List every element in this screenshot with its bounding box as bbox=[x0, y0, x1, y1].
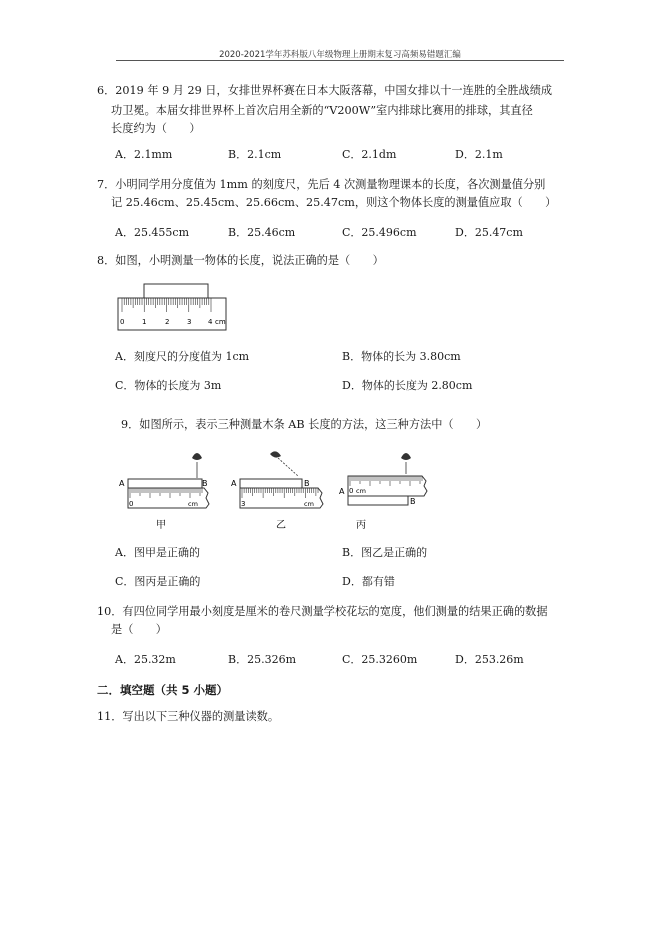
question-10-option-b: B．25.326m bbox=[228, 653, 297, 666]
ruler-unit: cm bbox=[215, 318, 226, 326]
question-10-option-d: D．253.26m bbox=[455, 653, 524, 666]
ruler-tick-3: 3 bbox=[187, 318, 192, 326]
label-a: A bbox=[119, 479, 125, 488]
question-7-line-2: 记 25.46cm、25.45cm、25.66cm、25.47cm，则这个物体长度的测量值应取（ ） bbox=[111, 196, 557, 209]
question-6-line-3: 长度约为（ ） bbox=[111, 122, 201, 135]
ruler-zero: 0 bbox=[349, 487, 354, 495]
question-6-option-a: A．2.1mm bbox=[115, 148, 173, 161]
wood-strip bbox=[240, 479, 302, 488]
label-b: B bbox=[304, 479, 310, 488]
question-9-option-d: D．都有错 bbox=[342, 575, 395, 588]
question-10-option-c: C．25.3260m bbox=[342, 653, 418, 666]
question-9-option-b: B．图乙是正确的 bbox=[342, 546, 428, 559]
ruler-zero: 3 bbox=[241, 500, 246, 508]
question-6-option-b: B．2.1cm bbox=[228, 148, 282, 161]
question-6-line-2: 功卫冕。本届女排世界杯上首次启用全新的“V200W”室内排球比赛用的排球，其直径 bbox=[111, 104, 533, 117]
ruler-unit: cm bbox=[356, 487, 366, 495]
question-7-option-a: A．25.455cm bbox=[115, 226, 190, 239]
eye-icon bbox=[401, 453, 411, 460]
sight-line bbox=[278, 458, 298, 476]
question-7-line-1: 7．小明同学用分度值为 1mm 的刻度尺，先后 4 次测量物理课本的长度，各次测量值分别 bbox=[97, 178, 546, 191]
figure-jia bbox=[118, 446, 218, 536]
question-11-line-1: 11．写出以下三种仪器的测量读数。 bbox=[97, 710, 280, 723]
caption-yi: 乙 bbox=[276, 520, 286, 531]
caption-jia: 甲 bbox=[156, 520, 166, 531]
question-10-option-a: A．25.32m bbox=[115, 653, 176, 666]
section-heading-fill-in: 二．填空题（共 5 小题） bbox=[97, 683, 229, 697]
question-8-ruler-figure bbox=[114, 280, 234, 336]
header-divider bbox=[116, 60, 564, 61]
wood-strip bbox=[348, 496, 408, 505]
question-8-option-a: A．刻度尺的分度值为 1cm bbox=[115, 350, 250, 363]
question-9-option-a: A．图甲是正确的 bbox=[115, 546, 200, 559]
question-8-option-c: C．物体的长度为 3m bbox=[115, 379, 222, 392]
ruler-zero: 0 bbox=[129, 500, 134, 508]
question-10-line-2: 是（ ） bbox=[111, 623, 167, 636]
ruler-tick-1: 1 bbox=[142, 318, 147, 326]
question-8-option-b: B．物体的长为 3.80cm bbox=[342, 350, 461, 363]
label-b: B bbox=[202, 479, 208, 488]
question-8-line-1: 8．如图，小明测量一物体的长度，说法正确的是（ ） bbox=[97, 254, 384, 267]
ruler-unit: cm bbox=[304, 500, 314, 508]
wood-strip bbox=[128, 479, 202, 488]
ruler-tick-2: 2 bbox=[165, 318, 170, 326]
eye-icon bbox=[270, 451, 281, 457]
ruler-tick-4: 4 bbox=[208, 318, 213, 326]
ruler-unit: cm bbox=[188, 500, 198, 508]
question-10-line-1: 10．有四位同学用最小刻度是厘米的卷尺测量学校花坛的宽度，他们测量的结果正确的数据 bbox=[97, 605, 548, 618]
eye-icon bbox=[192, 453, 202, 460]
question-9-line-1: 9．如图所示，表示三种测量木条 AB 长度的方法，这三种方法中（ ） bbox=[121, 418, 488, 431]
question-7-option-d: D．25.47cm bbox=[455, 226, 523, 239]
page-header: 2020-2021学年苏科版八年级物理上册期末复习高频易错题汇编 bbox=[219, 50, 461, 60]
question-6-option-d: D．2.1m bbox=[455, 148, 503, 161]
question-9-option-c: C．图丙是正确的 bbox=[115, 575, 201, 588]
figure-yi bbox=[228, 446, 328, 536]
label-a: A bbox=[231, 479, 237, 488]
question-6-option-c: C．2.1dm bbox=[342, 148, 397, 161]
question-6-line-1: 6．2019 年 9 月 29 日，女排世界杯赛在日本大阪落幕，中国女排以十一连胜的全胜战绩成 bbox=[97, 84, 553, 97]
question-8-option-d: D．物体的长度为 2.80cm bbox=[342, 379, 473, 392]
ruler-tick-0: 0 bbox=[120, 318, 125, 326]
label-a: A bbox=[339, 487, 345, 496]
question-7-option-b: B．25.46cm bbox=[228, 226, 296, 239]
question-7-option-c: C．25.496cm bbox=[342, 226, 417, 239]
measured-object bbox=[144, 284, 208, 298]
label-b: B bbox=[410, 497, 416, 506]
caption-bing: 丙 bbox=[356, 520, 366, 531]
figure-bing bbox=[338, 446, 438, 536]
